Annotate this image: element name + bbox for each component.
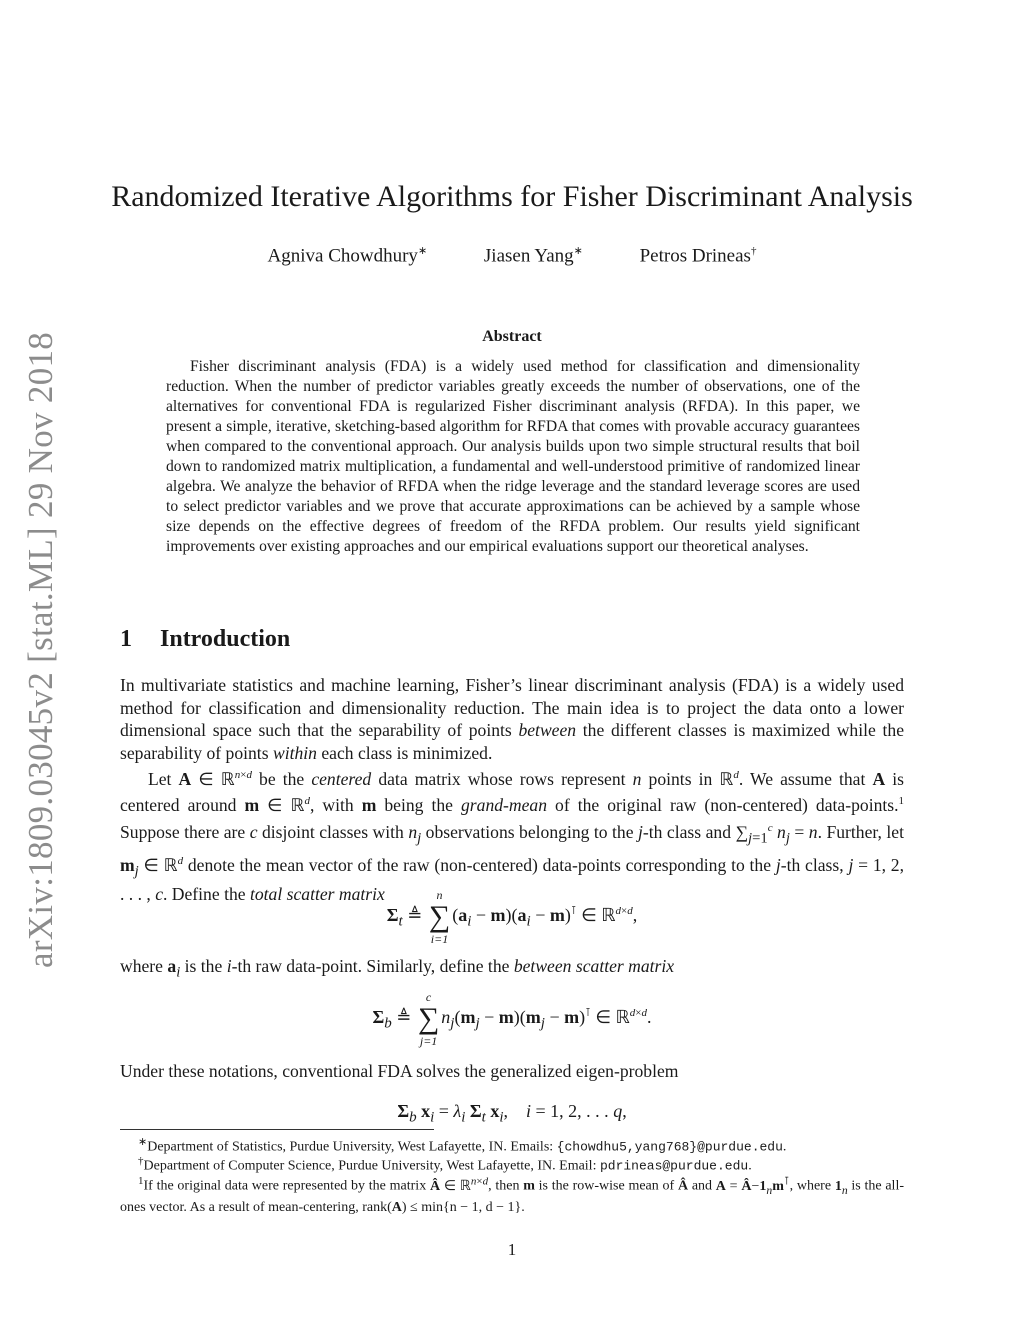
math-inline: j = 1, 2, . . . , c (120, 854, 904, 904)
author-list (0, 244, 1024, 267)
author-name: Agniva Chowdhury (267, 245, 418, 267)
text-run: is the (180, 956, 227, 976)
text-run: If the original data were represented by the matrix (143, 1178, 430, 1194)
math-inline: j (638, 821, 643, 842)
footnote-mark: 1 (138, 1175, 144, 1187)
math-inline: n (632, 768, 642, 789)
math-inline: i (226, 956, 232, 976)
text-run: points in (641, 768, 720, 789)
math-inline: ℝ$^d$ (719, 768, 739, 789)
emphasis: within (272, 742, 317, 763)
intro-paragraph-4: Under these notations, conventional FDA solves the generalized eigen-problem (120, 1061, 679, 1081)
footnote-marker[interactable]: 1 (898, 795, 905, 808)
abstract-body: Fisher discriminant analysis (FDA) is a widely used method for classification and dimensionality reduction. When the number of predictor variables greatly exceeds the number of observations, one of the alternatives for conventional FDA is regularized Fisher discriminant analysis (RFDA). In this paper, we present a simple, iterative, sketching-based algorithm for RFDA that comes with provable accuracy guarantees when compared to the conventional approach. Our analysis builds upon two simple structural results that boil down to randomized matrix multiplication, a fundamental and well-understood primitive of randomized linear algebra. We analyze the behavior of RFDA when the ridge leverage and the standard leverage scores are used to select predictor variables and we prove that accurate approximations can be achieved by a sample whose size depends on the effective degrees of freedom of the RFDA problem. Our results yield significant improvements over existing approaches and our empirical evaluations support our theoretical analyses. (166, 358, 860, 555)
text-run: is the row-wise mean of (534, 1178, 678, 1194)
author-affiliation-mark: † (750, 245, 757, 257)
text-run: . We assume that (738, 768, 873, 789)
text-run: Department of Statistics, Purdue University, West Lafayette, IN. Emails: (147, 1139, 557, 1155)
text-run: be the (251, 768, 312, 789)
math-inline: m (361, 795, 377, 816)
equation-between-scatter: $\Sigma_b$ ≜ c ∑ j=1 $n_j(m_j - m)(m_j - m)^⊺$ ∈ ℝ$^{d\times d}$. (372, 990, 652, 1048)
text-run: Suppose there are (120, 821, 250, 842)
author-3 (640, 245, 757, 267)
footnote-affiliation-statistics: ∗Department of Statistics, Purdue University, West Lafayette, IN. Emails: {chowdhu5,yang768}@purdue.edu. (138, 1136, 787, 1155)
text-run: -th class and (642, 821, 736, 842)
text-run: is the all-ones vector. As a result of mean-centering, rank( (120, 1178, 904, 1216)
math-inline: $1_n$ (834, 1178, 848, 1197)
text-run: , then (488, 1178, 524, 1194)
author-name: Jiasen Yang (483, 245, 574, 267)
email-address[interactable]: {chowdhu5,yang768}@purdue.edu (556, 1139, 783, 1155)
text-run: disjoint classes with (257, 821, 409, 842)
author-affiliation-mark: ∗ (417, 245, 428, 257)
math-inline: $m_j$ ∈ ℝ$^d$ (120, 854, 184, 880)
math-inline: c (249, 821, 258, 842)
math-inline: A (391, 1200, 402, 1216)
text-run: Department of Computer Science, Purdue University, West Lafayette, IN. Email: (143, 1158, 600, 1174)
text-run: Let (148, 768, 179, 789)
emphasis: grand-mean (461, 795, 548, 816)
math-inline: $A = Â-1_nm^⊺$ (715, 1175, 790, 1197)
math-inline: A ∈ ℝ$^{n\times d}$ (178, 768, 252, 789)
abstract-heading: Abstract (482, 328, 542, 345)
section-number: 1 (120, 626, 132, 652)
math-inline: Â ∈ ℝ$^{n\times d}$ (429, 1175, 489, 1194)
text-run: . Further, let (817, 821, 905, 842)
equation-total-scatter: $\Sigma_t$ ≜ n ∑ i=1 $(a_i - m)(a_i - m)^⊺$ ∈ ℝ$^{d\times d}$, (386, 888, 638, 946)
text-run: data matrix whose rows represent (371, 768, 633, 789)
section-title: Introduction (160, 626, 291, 652)
summation: c ∑ j=1 (417, 990, 440, 1048)
page-number: 1 (507, 1240, 517, 1259)
emphasis: total scatter matrix (249, 883, 385, 904)
text-run: and (688, 1178, 716, 1194)
math-inline: Â (677, 1178, 689, 1194)
emphasis: between scatter matrix (513, 956, 675, 976)
footnote-divider (120, 1129, 434, 1130)
math-inline: m ∈ ℝ$^d$ (244, 795, 310, 816)
footnote-1 (120, 1172, 904, 1217)
intro-paragraph-3 (120, 955, 904, 984)
text-run: . Define the (163, 883, 250, 904)
text-run: is centered around (120, 768, 905, 816)
math-inline: $\sum_{j=1}^c$ $n_j = n$ (735, 821, 818, 847)
text-run: denote the mean vector of the raw (non-centered) data-points corresponding to the (183, 854, 776, 875)
author-2 (484, 244, 583, 267)
footnote-mark: † (138, 1155, 144, 1167)
email-address[interactable]: pdrineas@purdue.edu (599, 1158, 749, 1174)
math-inline: A (872, 768, 886, 789)
summation: n ∑ i=1 (428, 888, 451, 946)
intro-paragraph-1 (120, 674, 904, 764)
footnote-affiliation-cs: †Department of Computer Science, Purdue University, West Lafayette, IN. Email: pdrineas@purdue.edu. (138, 1155, 752, 1174)
text-run: , with (309, 795, 362, 816)
arxiv-identifier-stamp: arXiv:1809.03045v2 [stat.ML] 29 Nov 2018 (21, 331, 60, 968)
emphasis: centered (311, 768, 372, 789)
text-run: ) ≤ min{n − 1, d − 1}. (401, 1200, 525, 1216)
footnote-mark: ∗ (138, 1136, 148, 1148)
math-inline: j (775, 854, 781, 875)
paper-title: Randomized Iterative Algorithms for Fisher Discriminant Analysis (111, 180, 913, 213)
text-run: the different classes is maximized while the separability of points (120, 720, 904, 763)
math-inline: $n_j$ (408, 821, 422, 847)
text-run: -th class, (780, 854, 849, 875)
text-run: of the original raw (non-centered) data-points. (547, 795, 899, 816)
equation-eigen-problem: $\Sigma_b$ $x_i = \lambda_i$ $\Sigma_t$ $x_i$, i = 1, 2, . . . q, (397, 1101, 627, 1126)
text-run: -th raw data-point. Similarly, define the (231, 956, 514, 976)
section-heading (120, 626, 290, 653)
text-run: observations belonging to the (421, 821, 639, 842)
author-affiliation-mark: ∗ (573, 245, 583, 257)
text-run: each class is minimized. (316, 742, 493, 763)
text-run: In multivariate statistics and machine learning, Fisher’s linear discriminant analysis (FDA) is a widely used method for classification and dimensionality reduction. The main idea is to project the data onto a lower dimensional space such that the separability of points (120, 675, 904, 741)
text-run: where (120, 956, 168, 976)
author-name: Petros Drineas (639, 245, 751, 267)
intro-paragraph-2 (120, 764, 904, 905)
text-run: , where (789, 1178, 835, 1194)
text-run: being the (376, 795, 461, 816)
emphasis: between (518, 720, 577, 741)
math-inline: m (523, 1178, 535, 1194)
author-1 (268, 244, 428, 267)
math-inline: $a_i$ (167, 956, 181, 981)
